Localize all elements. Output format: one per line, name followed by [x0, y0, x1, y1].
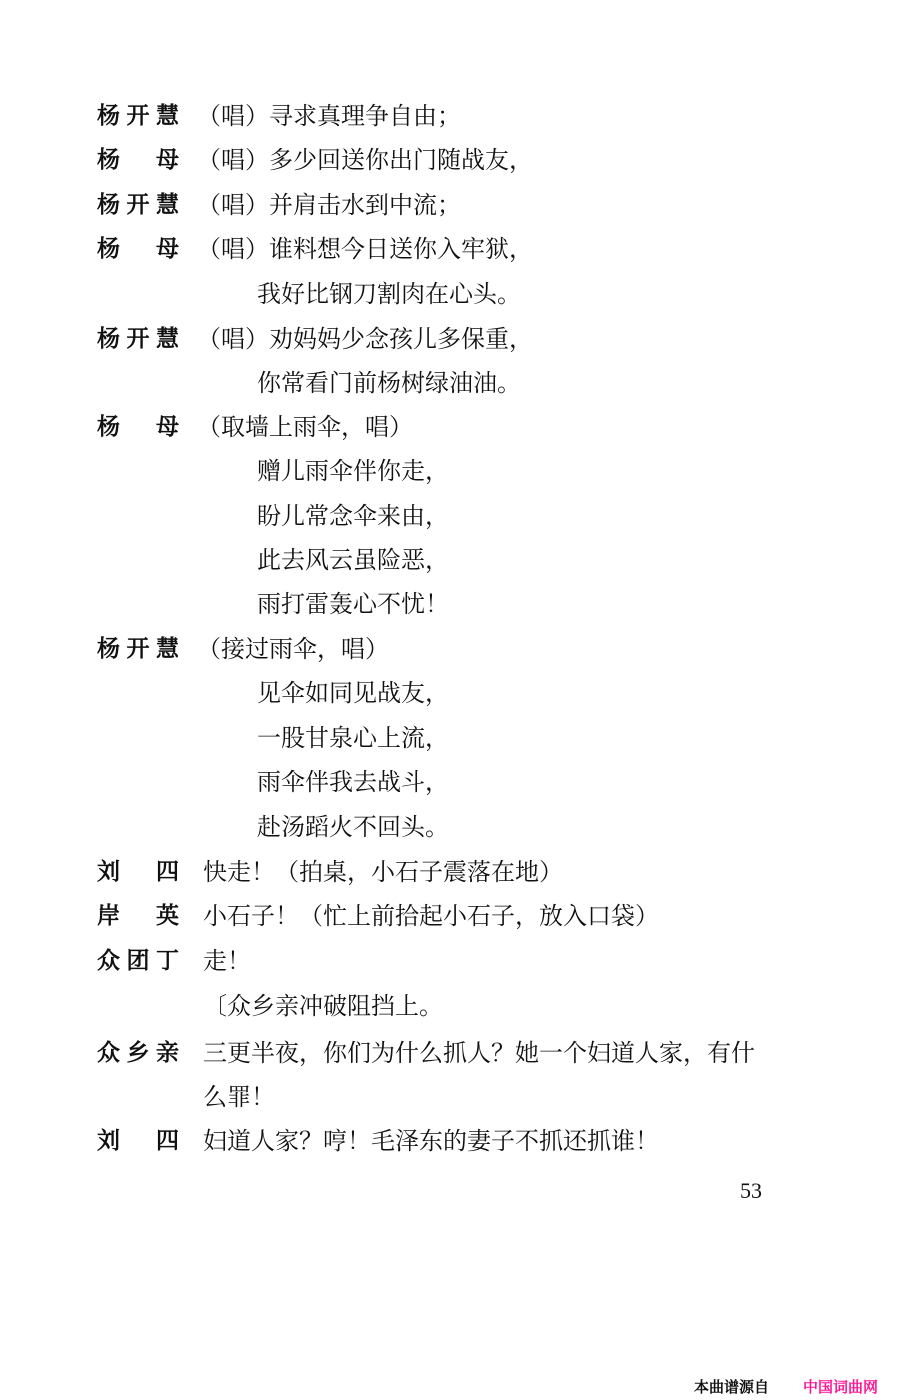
speaker-name: 杨开慧 — [97, 192, 179, 218]
verse-line: 赠儿雨伞伴你走， — [257, 457, 449, 485]
dialogue-text: （唱）多少回送你出门随战友， — [197, 146, 533, 174]
verse-line: 雨打雷轰心不忧！ — [257, 590, 449, 618]
speaker-name: 众乡亲 — [97, 1040, 179, 1066]
page-number: 53 — [740, 1178, 762, 1203]
dialogue-text: 妇道人家？哼！毛泽东的妻子不抓还抓谁！ — [203, 1127, 659, 1155]
dialogue-text: 走！ — [203, 947, 251, 975]
dialogue-text: （唱）劝妈妈少念孩儿多保重， — [197, 325, 533, 353]
dialogue-text: （接过雨伞，唱） — [197, 635, 389, 663]
verse-line: 一股甘泉心上流， — [257, 724, 449, 752]
speaker-name: 岸 英 — [97, 903, 179, 929]
dialogue-text: 三更半夜，你们为什么抓人？她一个妇道人家，有什 — [203, 1039, 755, 1067]
speaker-name: 众团丁 — [97, 948, 179, 974]
dialogue-text: （唱）并肩击水到中流； — [197, 191, 461, 219]
speaker-name: 杨 母 — [97, 236, 179, 262]
speaker-name: 杨开慧 — [97, 103, 179, 129]
dialogue-text: 么罪！ — [203, 1083, 275, 1111]
dialogue-text: 小石子！（忙上前拾起小石子，放入口袋） — [203, 902, 659, 930]
verse-line: 赴汤蹈火不回头。 — [257, 813, 449, 841]
verse-line: 此去风云虽险恶， — [257, 546, 449, 574]
dialogue-text: 快走！（拍桌，小石子震落在地） — [203, 858, 563, 886]
speaker-name: 杨开慧 — [97, 326, 179, 352]
speaker-name: 杨 母 — [97, 147, 179, 173]
verse-line: 盼儿常念伞来由， — [257, 502, 449, 530]
footer-source-label: 本曲谱源自 — [694, 1378, 770, 1396]
verse-line: 你常看门前杨树绿油油。 — [257, 369, 521, 397]
dialogue-text: （取墙上雨伞，唱） — [197, 413, 413, 441]
verse-line: 雨伞伴我去战斗， — [257, 768, 449, 796]
speaker-name: 刘 四 — [97, 859, 179, 885]
dialogue-text: （唱）谁料想今日送你入牢狱， — [197, 235, 533, 263]
dialogue-text: （唱）寻求真理争自由； — [197, 102, 461, 130]
speaker-name: 刘 四 — [97, 1128, 179, 1154]
footer-site-link[interactable]: 中国词曲网 — [803, 1378, 879, 1396]
verse-line: 见伞如同见战友， — [257, 679, 449, 707]
speaker-name: 杨 母 — [97, 414, 179, 440]
verse-line: 我好比钢刀割肉在心头。 — [257, 280, 521, 308]
dialogue-text: 〔众乡亲冲破阻挡上。 — [203, 992, 443, 1020]
speaker-name: 杨开慧 — [97, 636, 179, 662]
